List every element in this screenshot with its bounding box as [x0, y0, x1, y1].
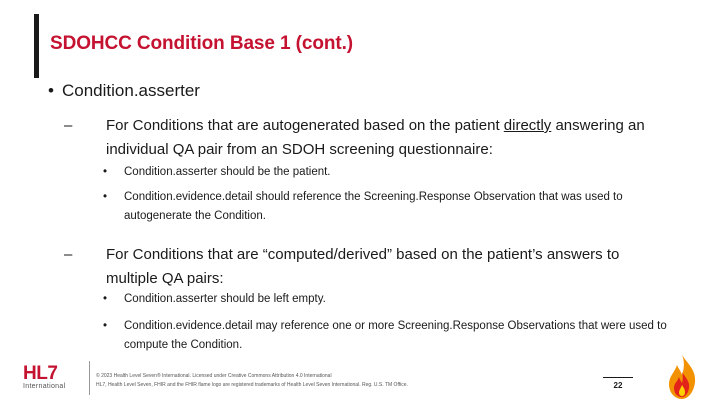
hl7-logo-main: HL7 — [23, 363, 58, 384]
title-accent-bar — [34, 14, 39, 78]
sub-bullet-glyph: • — [103, 191, 108, 203]
bullet-text: Condition.asserter — [62, 81, 200, 100]
page-number: 22 — [613, 381, 623, 390]
sub-bullet-glyph: • — [103, 293, 108, 305]
sub-bullet-glyph: • — [103, 320, 108, 332]
footer-copyright — [96, 372, 516, 390]
sub-text: Condition.evidence.detail should reference the Screening.Response Observation that was used to — [124, 191, 623, 203]
dash-text-part: For Conditions that are autogenerated based on the patient — [106, 117, 504, 134]
bullet-condition-asserter — [48, 81, 200, 101]
dash-text: For Conditions that are “computed/derived” based on the patient’s answers to — [106, 246, 620, 263]
sub-text: Condition.evidence.detail may reference one or more Screening.Response Observations that were used to — [124, 320, 667, 332]
page-number-rule — [603, 377, 633, 378]
sub-bullet-glyph: • — [103, 166, 108, 178]
dash-glyph: – — [64, 117, 73, 134]
copyright-line-1: © 2023 Health Level Seven® International. Licensed under Creative Commons Attribution 4.0 International — [96, 373, 332, 379]
slide-title: SDOHCC Condition Base 1 (cont.) — [50, 33, 354, 54]
dash-glyph: – — [64, 246, 73, 263]
sub-text: Condition.asserter should be the patient. — [124, 166, 331, 178]
underlined-word: directly — [503, 117, 552, 134]
sub-text: autogenerate the Condition. — [124, 210, 266, 222]
fhir-flame-icon — [666, 354, 698, 400]
dash-text-part: answering an individual QA pair from an SDOH screening questionnaire: — [106, 117, 645, 158]
dash-text: multiple QA pairs: — [106, 270, 224, 287]
dash-text — [106, 114, 706, 162]
hl7-logo-sub: International — [23, 383, 66, 390]
bullet-glyph: • — [48, 81, 54, 100]
hl7-logo — [23, 364, 65, 391]
sub-text: Condition.asserter should be left empty. — [124, 293, 326, 305]
footer-divider — [89, 361, 90, 395]
sub-text: compute the Condition. — [124, 339, 243, 351]
copyright-line-2: HL7, Health Level Seven, FHIR and the FHIR flame logo are registered trademarks of Health Level Seven International. Reg. U.S. TM Office. — [96, 382, 408, 388]
